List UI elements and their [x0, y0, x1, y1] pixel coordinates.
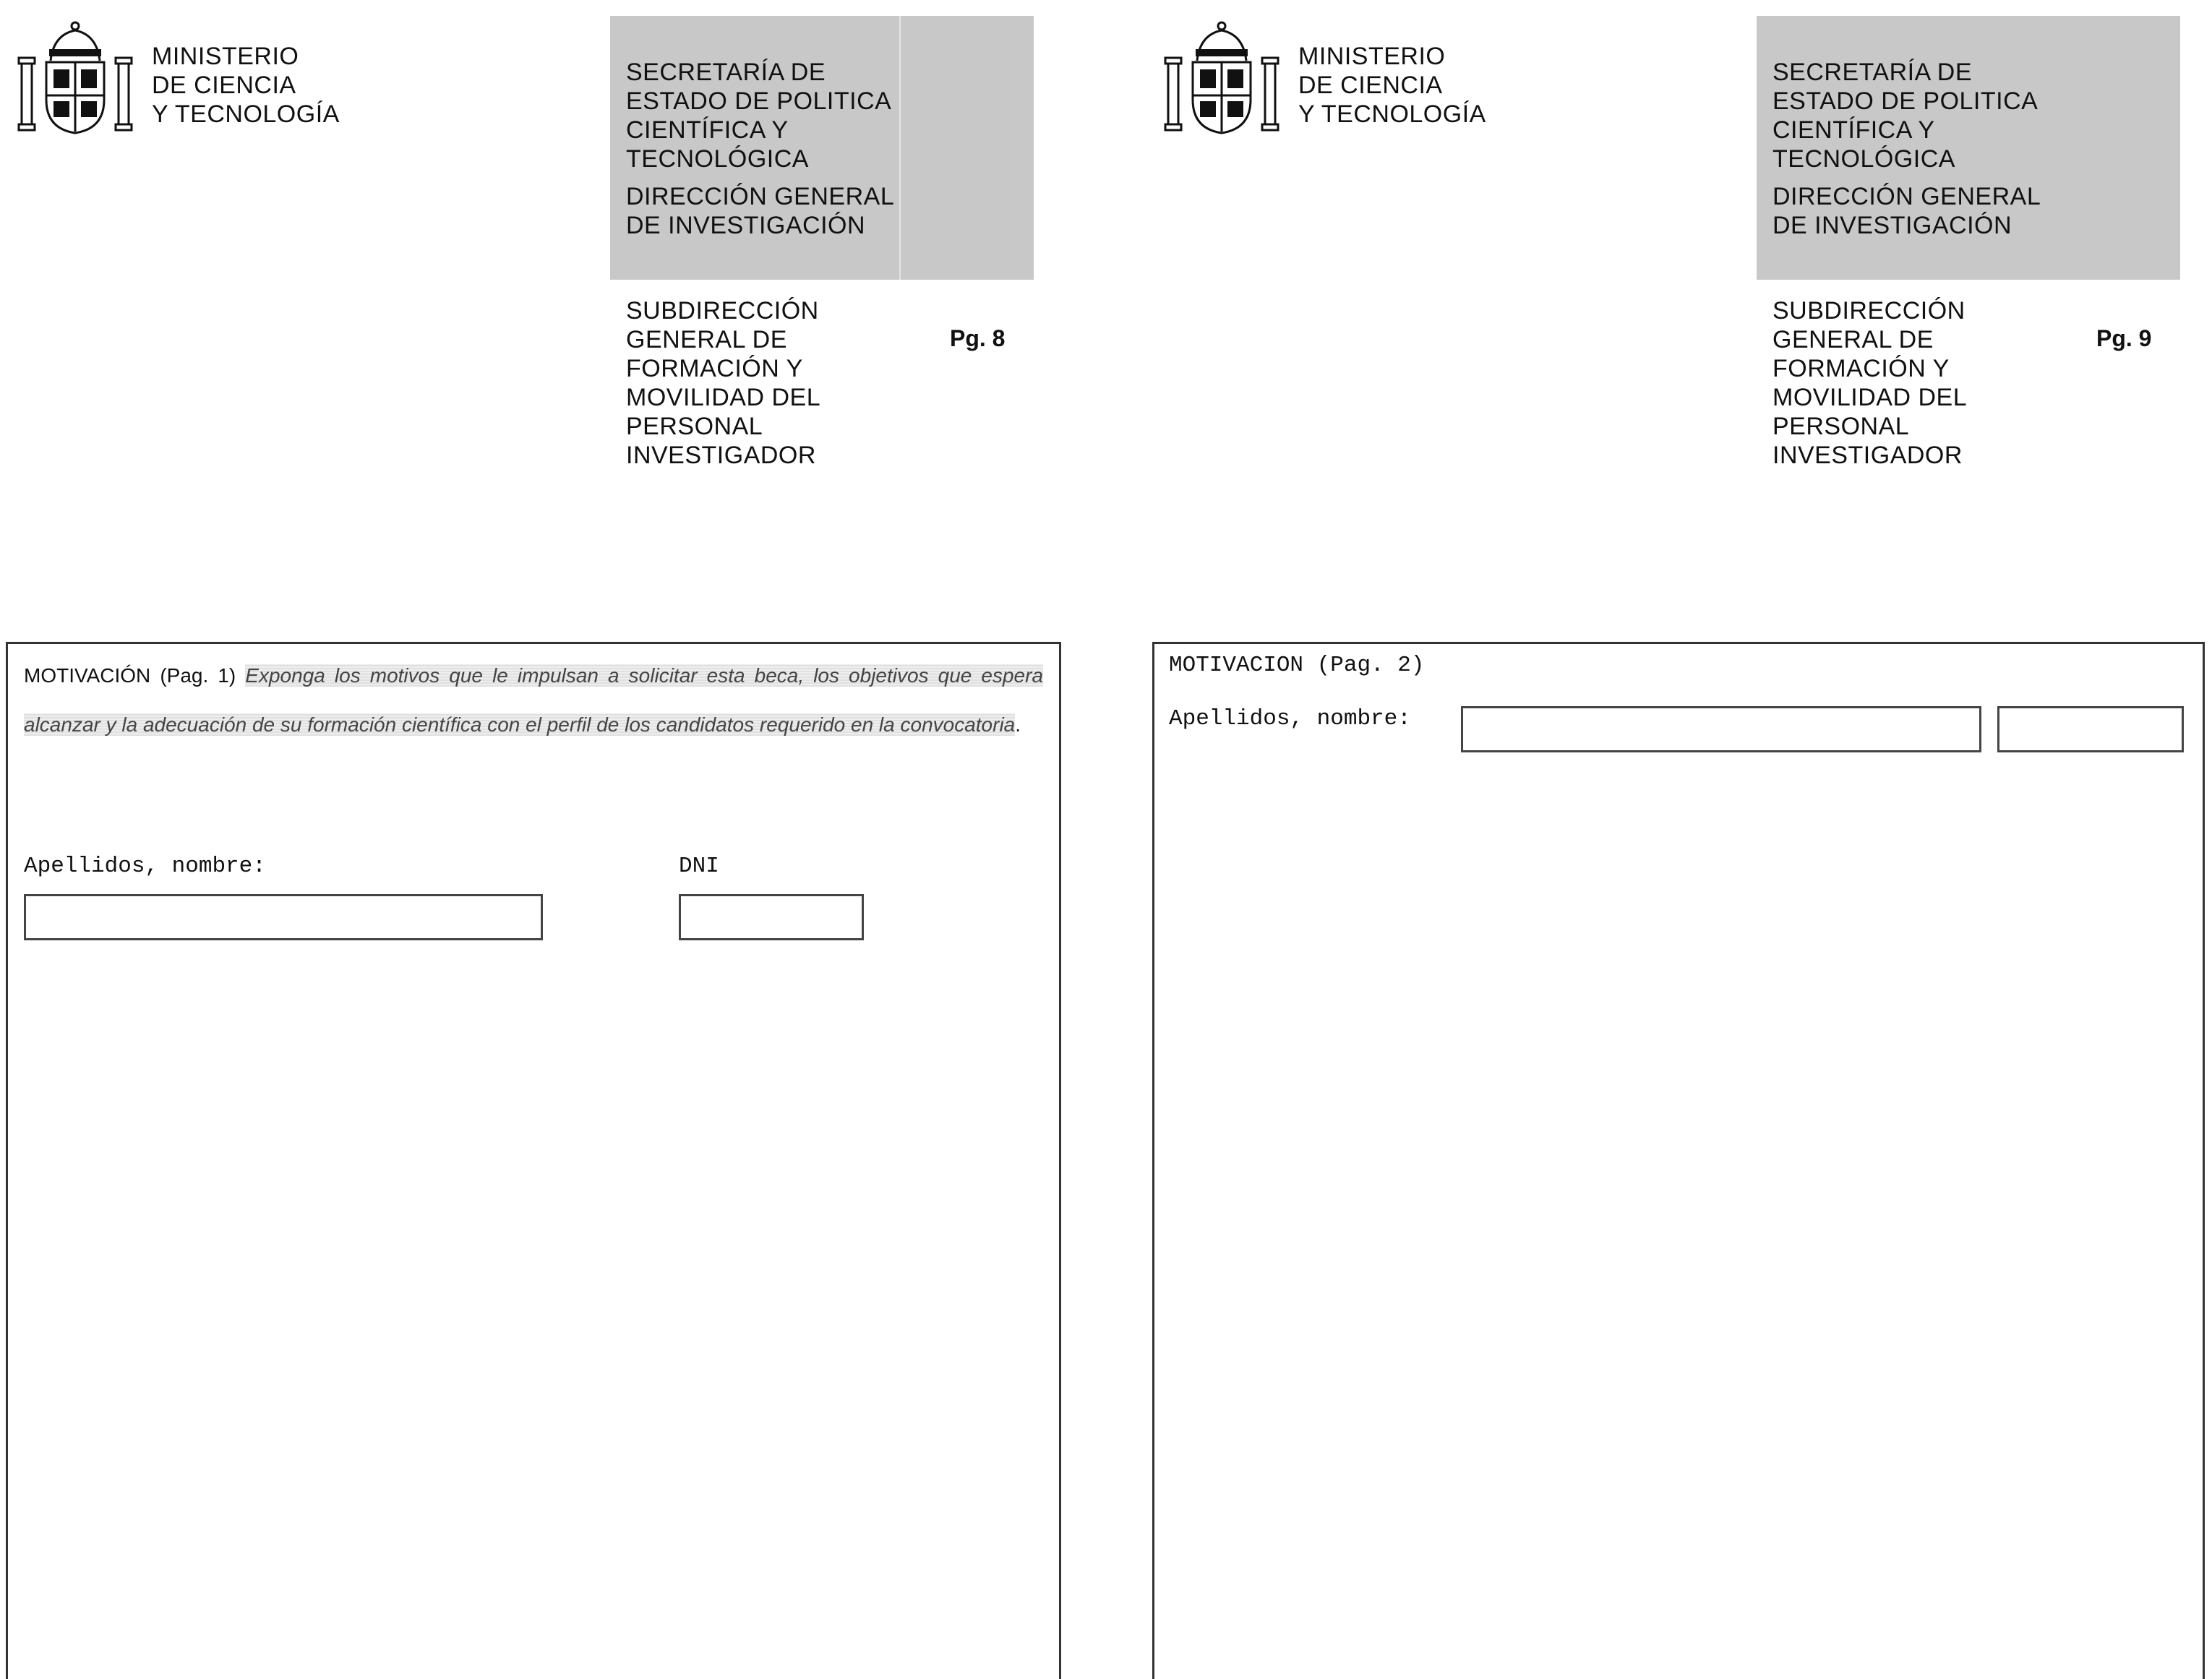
directorate-name: DIRECCIÓN GENERAL DE INVESTIGACIÓN: [626, 183, 895, 239]
coat-of-arms-logo: [1164, 20, 1279, 136]
dni-field[interactable]: [679, 894, 864, 940]
instruction-text: Exponga los motivos que le impulsan a solicitar esta beca, los objetivos que espera alcanzar y la adecuación de su formación científica con el perfil de los candidatos requerido en la convocatoria: [24, 664, 1044, 736]
dni-field[interactable]: [1997, 706, 2184, 752]
secretariat-name: SECRETARÍA DE ESTADO DE POLITICA CIENTÍFICA Y TECNOLÓGICA: [1772, 59, 2039, 173]
section-title: MOTIVACION (Pag. 2): [1169, 653, 1425, 678]
coat-of-arms-logo: [17, 20, 133, 136]
header-divider: [899, 16, 901, 280]
secretariat-header-box: [610, 16, 1034, 280]
directorate-name: DIRECCIÓN GENERAL DE INVESTIGACIÓN: [1772, 183, 2041, 239]
section-title: MOTIVACIÓN (Pag. 1): [24, 664, 236, 687]
ministry-name: MINISTERIO DE CIENCIA Y TECNOLOGÍA: [152, 43, 340, 128]
name-label: Apellidos, nombre:: [24, 854, 266, 879]
secretariat-header-box: [1757, 16, 2180, 280]
subdirectorate-name: SUBDIRECCIÓN GENERAL DE FORMACIÓN Y MOVILIDAD DEL PERSONAL INVESTIGADOR: [626, 297, 821, 469]
name-field[interactable]: [24, 894, 543, 940]
secretariat-name: SECRETARÍA DE ESTADO DE POLITICA CIENTÍFICA Y TECNOLÓGICA: [626, 59, 892, 173]
ministry-name: MINISTERIO DE CIENCIA Y TECNOLOGÍA: [1298, 43, 1486, 128]
dni-label: DNI: [679, 854, 719, 879]
name-label: Apellidos, nombre:: [1169, 706, 1411, 731]
form-page-9: [1146, 0, 2212, 1679]
motivation-instructions: MOTIVACIÓN (Pag. 1) Exponga los motivos que le impulsan a solicitar esta beca, los objetivos que espera alcanzar y la adecuación de su formación científica con el perfil de los candidatos requerido en la convocatoria.: [24, 664, 1044, 736]
page-number: Pg. 9: [2096, 325, 2152, 351]
motivation-form: [6, 642, 1061, 1679]
subdirectorate-name: SUBDIRECCIÓN GENERAL DE FORMACIÓN Y MOVILIDAD DEL PERSONAL INVESTIGADOR: [1772, 297, 1968, 469]
motivation-form: [1152, 642, 2205, 1679]
name-field[interactable]: [1461, 706, 1981, 752]
page-number: Pg. 8: [950, 325, 1006, 351]
